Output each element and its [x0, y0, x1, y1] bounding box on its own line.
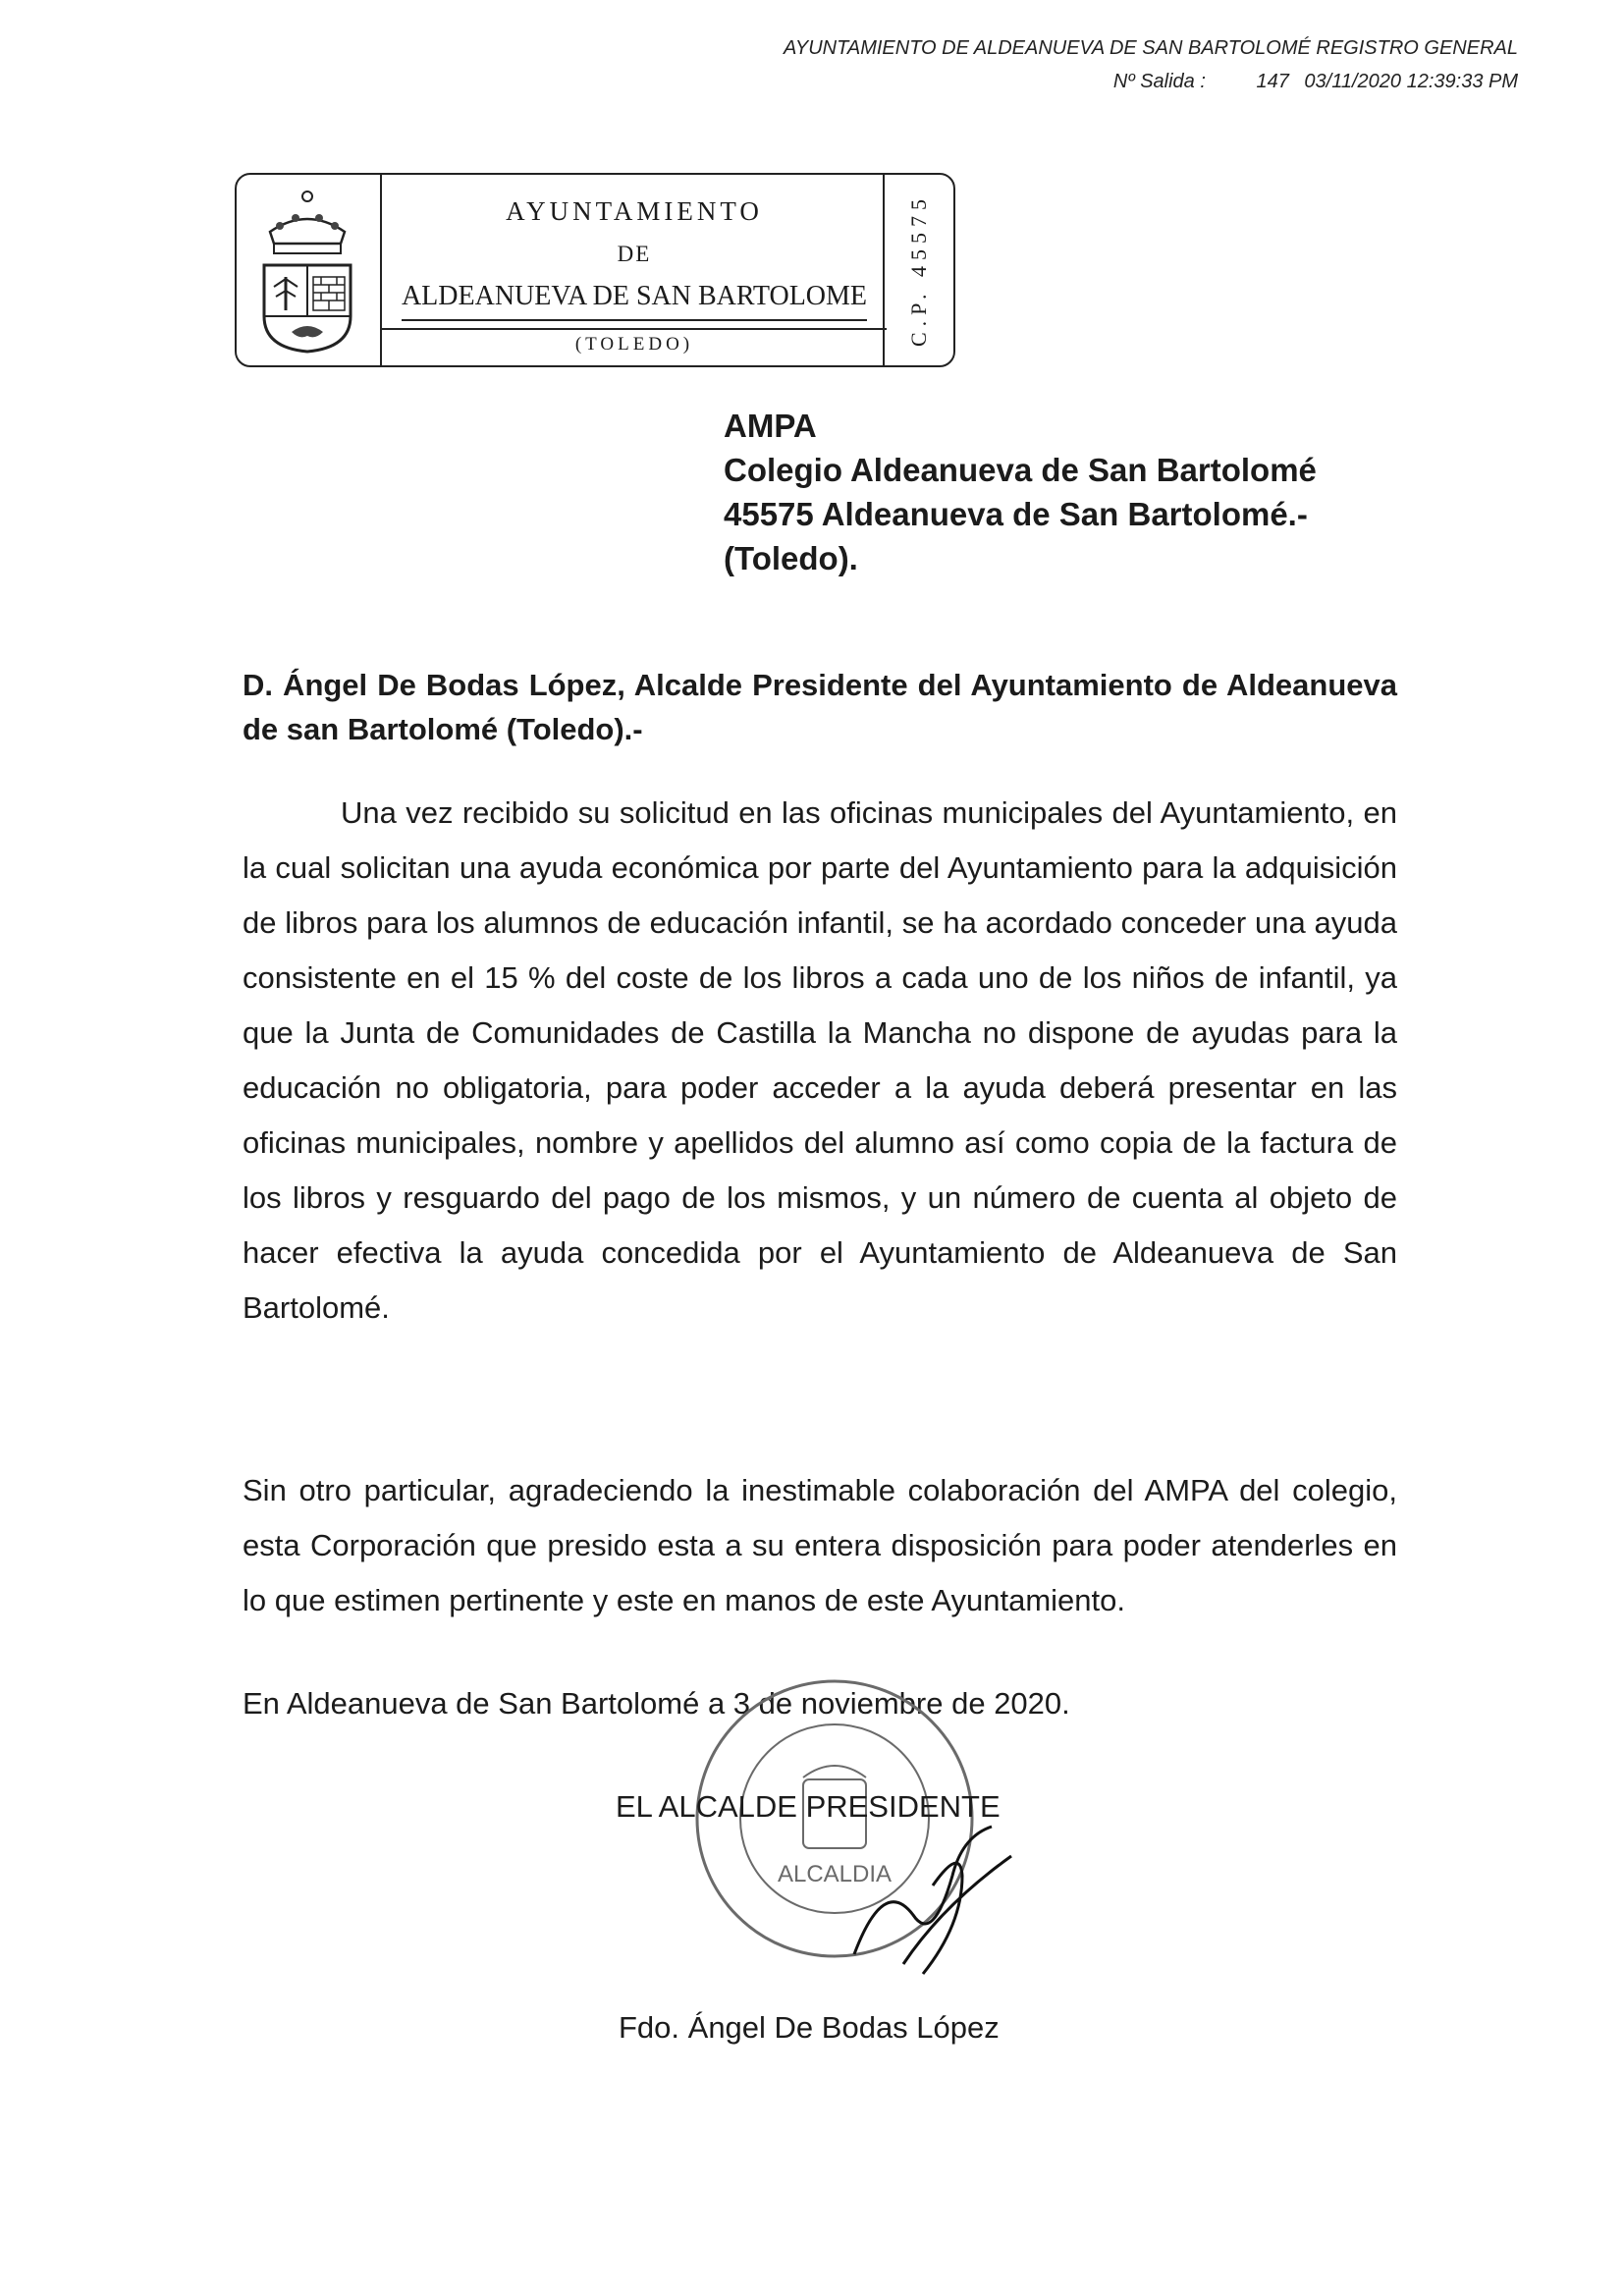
registry-stamp: [784, 31, 1518, 98]
postal-code-cell: [883, 175, 953, 365]
registry-line2: [784, 65, 1518, 98]
letterhead-line2: DE: [617, 242, 652, 266]
salida-datetime: 03/11/2020 12:39:33 PM: [1304, 71, 1518, 92]
crest-cell: [237, 175, 382, 365]
letterhead-title: [382, 175, 887, 365]
registry-line1: AYUNTAMIENTO DE ALDEANUEVA DE SAN BARTOLOMÉ REGISTRO GENERAL: [784, 37, 1518, 59]
letterhead-divider: [382, 328, 887, 330]
stamp-center-text: ALCALDIA: [777, 1861, 893, 1887]
recipient-line4: (Toledo).: [724, 540, 858, 576]
recipient-address: [724, 404, 1317, 580]
letterhead: [235, 173, 955, 367]
letterhead-line4: (TOLEDO): [574, 334, 694, 355]
date-line: En Aldeanueva de San Bartolomé a 3 de noviembre de 2020.: [243, 1686, 1070, 1721]
recipient-line1: AMPA: [724, 408, 817, 444]
salida-label: Nº Salida :: [1112, 71, 1206, 92]
sender-heading: D. Ángel De Bodas López, Alcalde Presidente del Ayuntamiento de Aldeanueva de san Bartolomé (Toledo).-: [243, 668, 1397, 746]
postal-code: C.P. 45575: [906, 193, 931, 347]
salida-number: 147: [1256, 71, 1289, 92]
letterhead-line1: AYUNTAMIENTO: [506, 196, 763, 226]
body-paragraph-1: Una vez recibido su solicitud en las oficinas municipales del Ayuntamiento, en la cual solicitan una ayuda económica por parte del Ayuntamiento para la adquisición de libros para los alumnos de educación infantil, se ha acordado conceder una ayuda consistente en el 15 % del coste de los libros a cada uno de los niños de infantil, ya que la Junta de Comunidades de Castilla la Mancha no dispone de ayudas para la educación no obligatoria, para poder acceder a la ayuda deberá presentar en las oficinas municipales, nombre y apellidos del alumno así como copia de la factura de los libros y resguardo del pago de los mismos, y un número de cuenta al objeto de hacer efectiva la ayuda concedida por el Ayuntamiento de Aldeanueva de San Bartolomé.: [243, 795, 1397, 1325]
coat-of-arms-icon: [256, 189, 358, 354]
recipient-line2: Colegio Aldeanueva de San Bartolomé: [724, 452, 1317, 488]
letterhead-line3: ALDEANUEVA DE SAN BARTOLOME: [382, 281, 887, 312]
body-paragraph-2: Sin otro particular, agradeciendo la inestimable colaboración del AMPA del colegio, esta Corporación que presido esta a su entera disposición para poder atenderles en lo que estimen pertinente y este en manos de este Ayuntamiento.: [243, 1473, 1397, 1617]
recipient-line3: 45575 Aldeanueva de San Bartolomé.-: [724, 496, 1308, 532]
signature-title: EL ALCALDE PRESIDENTE: [616, 1789, 1001, 1824]
signature-name: Fdo. Ángel De Bodas López: [619, 2010, 1000, 2045]
handwritten-signature-icon: [844, 1817, 1021, 1984]
